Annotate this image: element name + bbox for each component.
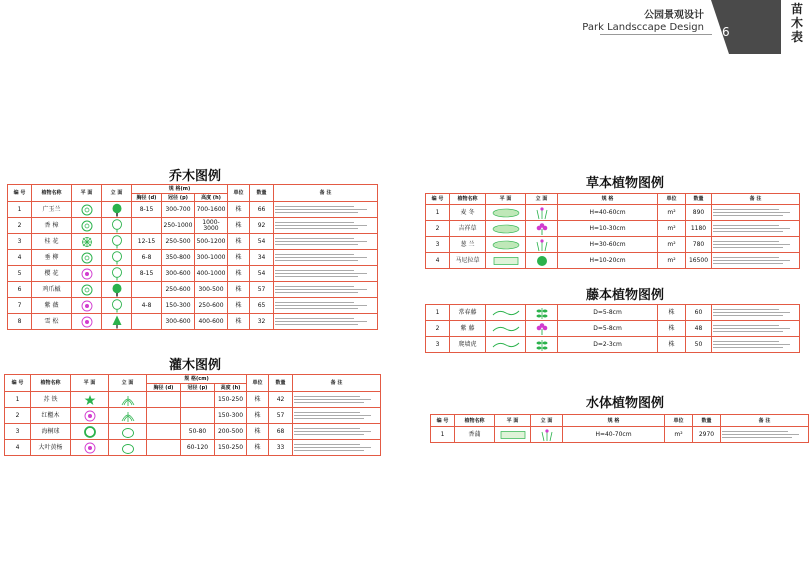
cell-unit: m² — [665, 427, 693, 443]
note-text — [274, 234, 378, 250]
cell-no: 5 — [8, 266, 32, 282]
th-qty: 数量 — [250, 185, 274, 202]
cell-qty: 66 — [250, 202, 274, 218]
cell-qty: 1180 — [686, 221, 712, 237]
cell-crown: 150-300 — [162, 298, 195, 314]
elevation-symbol-icon — [526, 221, 558, 237]
cell-height: 400-600 — [195, 314, 228, 330]
th-dia: 胸径 (d) — [147, 384, 181, 392]
table-row — [426, 305, 800, 321]
cell-qty: 33 — [269, 440, 293, 456]
herbs-table — [425, 193, 800, 269]
elevation-symbol-icon — [102, 298, 132, 314]
cell-spec: H=40-60cm — [558, 205, 658, 221]
title-en: Park Landsccape Design — [582, 22, 704, 33]
elevation-symbol-icon — [526, 305, 558, 321]
cell-height: 500-1200 — [195, 234, 228, 250]
cell-no: 2 — [426, 221, 450, 237]
elevation-symbol-icon — [102, 282, 132, 298]
th-qty: 数量 — [686, 194, 712, 205]
plan-symbol-icon — [72, 282, 102, 298]
cell-unit: 株 — [658, 321, 686, 337]
cell-qty: 16500 — [686, 253, 712, 269]
th-note: 备 注 — [293, 375, 381, 392]
cell-crown: 350-800 — [162, 250, 195, 266]
note-text — [274, 250, 378, 266]
th-dia: 胸径 (d) — [132, 194, 162, 202]
note-text — [274, 202, 378, 218]
cell-spec: H=40-70cm — [563, 427, 665, 443]
trees-table — [7, 184, 378, 330]
table-row — [426, 253, 800, 269]
cell-name: 爬墙虎 — [450, 337, 486, 353]
cell-name: 苏 铁 — [31, 392, 71, 408]
cell-no: 1 — [8, 202, 32, 218]
th-qty: 数量 — [693, 415, 721, 427]
vines-title: 藤本植物图例 — [585, 288, 664, 303]
cell-name: 吉祥草 — [450, 221, 486, 237]
cell-name: 垂 柳 — [32, 250, 72, 266]
cell-qty: 890 — [686, 205, 712, 221]
cell-name: 红檵木 — [31, 408, 71, 424]
th-name: 植物名称 — [31, 375, 71, 392]
th-note: 备 注 — [712, 194, 800, 205]
elevation-symbol-icon — [102, 314, 132, 330]
plan-symbol-icon — [495, 427, 531, 443]
cell-qty: 780 — [686, 237, 712, 253]
cell-qty: 60 — [686, 305, 712, 321]
th-unit: 单位 — [247, 375, 269, 392]
th-plan: 平 面 — [495, 415, 531, 427]
note-text — [274, 218, 378, 234]
note-text — [293, 424, 381, 440]
th-crown: 冠径 (p) — [162, 194, 195, 202]
elevation-symbol-icon — [526, 205, 558, 221]
table-row — [431, 427, 809, 443]
cell-no: 1 — [426, 205, 450, 221]
note-text — [712, 337, 800, 353]
cell-unit: 株 — [228, 202, 250, 218]
cell-no: 4 — [8, 250, 32, 266]
cell-dia: 12-15 — [132, 234, 162, 250]
cell-unit: 株 — [228, 282, 250, 298]
cell-height: 150-250 — [215, 440, 247, 456]
cell-qty: 34 — [250, 250, 274, 266]
elevation-symbol-icon — [109, 408, 147, 424]
th-unit: 单位 — [658, 194, 686, 205]
cell-unit: 株 — [247, 392, 269, 408]
plan-symbol-icon — [486, 305, 526, 321]
note-text — [712, 305, 800, 321]
elevation-symbol-icon — [102, 266, 132, 282]
table-row — [8, 234, 378, 250]
cell-crown: 60-120 — [181, 440, 215, 456]
cell-dia — [147, 440, 181, 456]
cell-no: 1 — [5, 392, 31, 408]
note-text — [293, 408, 381, 424]
plan-symbol-icon — [71, 424, 109, 440]
th-qty: 数量 — [269, 375, 293, 392]
table-row — [426, 237, 800, 253]
th-elev: 立 面 — [531, 415, 563, 427]
cell-name: 马尼拉草 — [450, 253, 486, 269]
note-text — [293, 392, 381, 408]
elevation-symbol-icon — [526, 321, 558, 337]
cell-qty: 2970 — [693, 427, 721, 443]
cell-qty: 48 — [686, 321, 712, 337]
cell-name: 樱 花 — [32, 266, 72, 282]
title-cn: 公园景观设计 — [644, 10, 704, 21]
cell-spec: H=10-30cm — [558, 221, 658, 237]
cell-dia: 6-8 — [132, 250, 162, 266]
shrubs-table — [4, 374, 381, 456]
th-name: 植物名称 — [32, 185, 72, 202]
plan-symbol-icon — [486, 237, 526, 253]
cell-height: 150-250 — [215, 392, 247, 408]
th-unit: 单位 — [665, 415, 693, 427]
vines-table — [425, 304, 800, 353]
cell-name: 桂 花 — [32, 234, 72, 250]
elevation-symbol-icon — [531, 427, 563, 443]
table-row — [5, 440, 381, 456]
cell-dia: 4-8 — [132, 298, 162, 314]
th-unit: 单位 — [228, 185, 250, 202]
table-row — [426, 205, 800, 221]
cell-no: 3 — [426, 237, 450, 253]
aquatic-table — [430, 414, 809, 443]
elevation-symbol-icon — [526, 253, 558, 269]
cell-height: 300-500 — [195, 282, 228, 298]
cell-unit: 株 — [228, 314, 250, 330]
cell-spec: D=5-8cm — [558, 305, 658, 321]
elevation-symbol-icon — [109, 440, 147, 456]
cell-no: 3 — [5, 424, 31, 440]
plan-symbol-icon — [71, 440, 109, 456]
cell-dia — [132, 218, 162, 234]
cell-qty: 92 — [250, 218, 274, 234]
plan-symbol-icon — [72, 234, 102, 250]
cell-qty: 65 — [250, 298, 274, 314]
plan-symbol-icon — [486, 337, 526, 353]
note-text — [712, 253, 800, 269]
cell-dia — [132, 314, 162, 330]
cell-dia — [132, 282, 162, 298]
cell-height: 150-300 — [215, 408, 247, 424]
th-spec: 规 格 — [563, 415, 665, 427]
cell-crown: 50-80 — [181, 424, 215, 440]
cell-unit: 株 — [247, 408, 269, 424]
cell-unit: 株 — [247, 424, 269, 440]
cell-no: 8 — [8, 314, 32, 330]
cell-name: 海桐球 — [31, 424, 71, 440]
th-height: 高度 (h) — [195, 194, 228, 202]
table-row — [426, 337, 800, 353]
th-elev: 立 面 — [526, 194, 558, 205]
cell-height: 200-500 — [215, 424, 247, 440]
cell-unit: m² — [658, 221, 686, 237]
th-plan: 平 面 — [486, 194, 526, 205]
th-height: 高度 (h) — [215, 384, 247, 392]
elevation-symbol-icon — [102, 250, 132, 266]
cell-unit: m² — [658, 237, 686, 253]
aquatic-title: 水体植物图例 — [585, 396, 664, 411]
table-row — [5, 424, 381, 440]
cell-qty: 57 — [269, 408, 293, 424]
elevation-symbol-icon — [102, 218, 132, 234]
plan-symbol-icon — [486, 253, 526, 269]
cell-name: 鸡爪槭 — [32, 282, 72, 298]
cell-qty: 32 — [250, 314, 274, 330]
cell-unit: 株 — [247, 440, 269, 456]
herbs-title: 草本植物图例 — [585, 176, 664, 191]
th-no: 编 号 — [8, 185, 32, 202]
table-row — [8, 314, 378, 330]
plan-symbol-icon — [486, 321, 526, 337]
plan-symbol-icon — [486, 205, 526, 221]
th-plan: 平 面 — [71, 375, 109, 392]
cell-no: 3 — [426, 337, 450, 353]
cell-crown: 300-600 — [162, 266, 195, 282]
table-row — [8, 298, 378, 314]
table-row — [5, 392, 381, 408]
cell-no: 1 — [431, 427, 455, 443]
cell-no: 2 — [8, 218, 32, 234]
cell-height: 400-1000 — [195, 266, 228, 282]
cell-crown: 300-700 — [162, 202, 195, 218]
plan-symbol-icon — [72, 202, 102, 218]
cell-name: 广玉兰 — [32, 202, 72, 218]
plan-symbol-icon — [72, 314, 102, 330]
cell-name: 紫 薇 — [32, 298, 72, 314]
cell-name: 紫 藤 — [450, 321, 486, 337]
shrubs-title: 灌木图例 — [168, 358, 221, 373]
th-spec: 规 格(cm) — [147, 375, 247, 384]
note-text — [293, 440, 381, 456]
cell-name: 雪 松 — [32, 314, 72, 330]
cell-unit: 株 — [228, 218, 250, 234]
cell-name: 葱 兰 — [450, 237, 486, 253]
th-elev: 立 面 — [109, 375, 147, 392]
th-name: 植物名称 — [450, 194, 486, 205]
cell-qty: 57 — [250, 282, 274, 298]
cell-height: 1000-3000 — [195, 218, 228, 234]
th-spec: 规 格(m) — [132, 185, 228, 194]
cell-no: 3 — [8, 234, 32, 250]
cell-no: 7 — [8, 298, 32, 314]
trees-title: 乔木图例 — [168, 169, 221, 184]
cell-spec: H=30-60cm — [558, 237, 658, 253]
note-text — [721, 427, 809, 443]
th-crown: 冠径 (p) — [181, 384, 215, 392]
cell-name: 香 樟 — [32, 218, 72, 234]
cell-qty: 54 — [250, 266, 274, 282]
table-row — [426, 221, 800, 237]
table-row — [8, 202, 378, 218]
cell-qty: 68 — [269, 424, 293, 440]
side-label: 苗木表 — [790, 2, 803, 44]
cell-spec: D=2-3cm — [558, 337, 658, 353]
plan-symbol-icon — [486, 221, 526, 237]
note-text — [712, 205, 800, 221]
cell-dia: 8-15 — [132, 266, 162, 282]
cell-crown: 250-600 — [162, 282, 195, 298]
note-text — [712, 321, 800, 337]
plan-symbol-icon — [72, 250, 102, 266]
plan-symbol-icon — [72, 266, 102, 282]
note-text — [274, 266, 378, 282]
cell-unit: 株 — [658, 305, 686, 321]
cell-spec: H=10-20cm — [558, 253, 658, 269]
cell-unit: 株 — [228, 298, 250, 314]
note-text — [712, 237, 800, 253]
elevation-symbol-icon — [109, 392, 147, 408]
cell-unit: 株 — [228, 234, 250, 250]
cell-name: 麦 冬 — [450, 205, 486, 221]
cell-crown: 250-500 — [162, 234, 195, 250]
page-number: 6 — [722, 25, 730, 39]
cell-qty: 42 — [269, 392, 293, 408]
table-row — [8, 218, 378, 234]
note-text — [274, 282, 378, 298]
th-elev: 立 面 — [102, 185, 132, 202]
cell-unit: m² — [658, 253, 686, 269]
th-no: 编 号 — [431, 415, 455, 427]
note-text — [712, 221, 800, 237]
cell-no: 6 — [8, 282, 32, 298]
cell-unit: 株 — [228, 250, 250, 266]
th-name: 植物名称 — [455, 415, 495, 427]
cell-crown — [181, 392, 215, 408]
header-title — [582, 10, 704, 34]
cell-crown: 250-1000 — [162, 218, 195, 234]
cell-spec: D=5-8cm — [558, 321, 658, 337]
cell-dia — [147, 424, 181, 440]
elevation-symbol-icon — [526, 237, 558, 253]
cell-no: 2 — [426, 321, 450, 337]
cell-height: 300-1000 — [195, 250, 228, 266]
table-row — [8, 282, 378, 298]
cell-no: 4 — [5, 440, 31, 456]
header-rule — [600, 34, 712, 35]
cell-crown: 300-600 — [162, 314, 195, 330]
th-note: 备 注 — [721, 415, 809, 427]
cell-unit: 株 — [228, 266, 250, 282]
cell-no: 1 — [426, 305, 450, 321]
th-spec: 规 格 — [558, 194, 658, 205]
cell-name: 香蒲 — [455, 427, 495, 443]
table-row — [8, 266, 378, 282]
elevation-symbol-icon — [102, 234, 132, 250]
note-text — [274, 298, 378, 314]
cell-qty: 54 — [250, 234, 274, 250]
table-row — [426, 321, 800, 337]
th-no: 编 号 — [426, 194, 450, 205]
cell-no: 4 — [426, 253, 450, 269]
cell-no: 2 — [5, 408, 31, 424]
cell-qty: 50 — [686, 337, 712, 353]
cell-height: 700-1600 — [195, 202, 228, 218]
th-plan: 平 面 — [72, 185, 102, 202]
th-note: 备 注 — [274, 185, 378, 202]
th-no: 编 号 — [5, 375, 31, 392]
plan-symbol-icon — [72, 298, 102, 314]
cell-dia — [147, 392, 181, 408]
elevation-symbol-icon — [109, 424, 147, 440]
cell-dia — [147, 408, 181, 424]
plan-symbol-icon — [72, 218, 102, 234]
table-row — [8, 250, 378, 266]
table-row — [5, 408, 381, 424]
elevation-symbol-icon — [526, 337, 558, 353]
plan-symbol-icon — [71, 408, 109, 424]
cell-unit: m² — [658, 205, 686, 221]
cell-name: 大叶黄杨 — [31, 440, 71, 456]
cell-dia: 8-15 — [132, 202, 162, 218]
cell-name: 常春藤 — [450, 305, 486, 321]
cell-unit: 株 — [658, 337, 686, 353]
cell-crown — [181, 408, 215, 424]
elevation-symbol-icon — [102, 202, 132, 218]
note-text — [274, 314, 378, 330]
cell-height: 250-600 — [195, 298, 228, 314]
plan-symbol-icon — [71, 392, 109, 408]
